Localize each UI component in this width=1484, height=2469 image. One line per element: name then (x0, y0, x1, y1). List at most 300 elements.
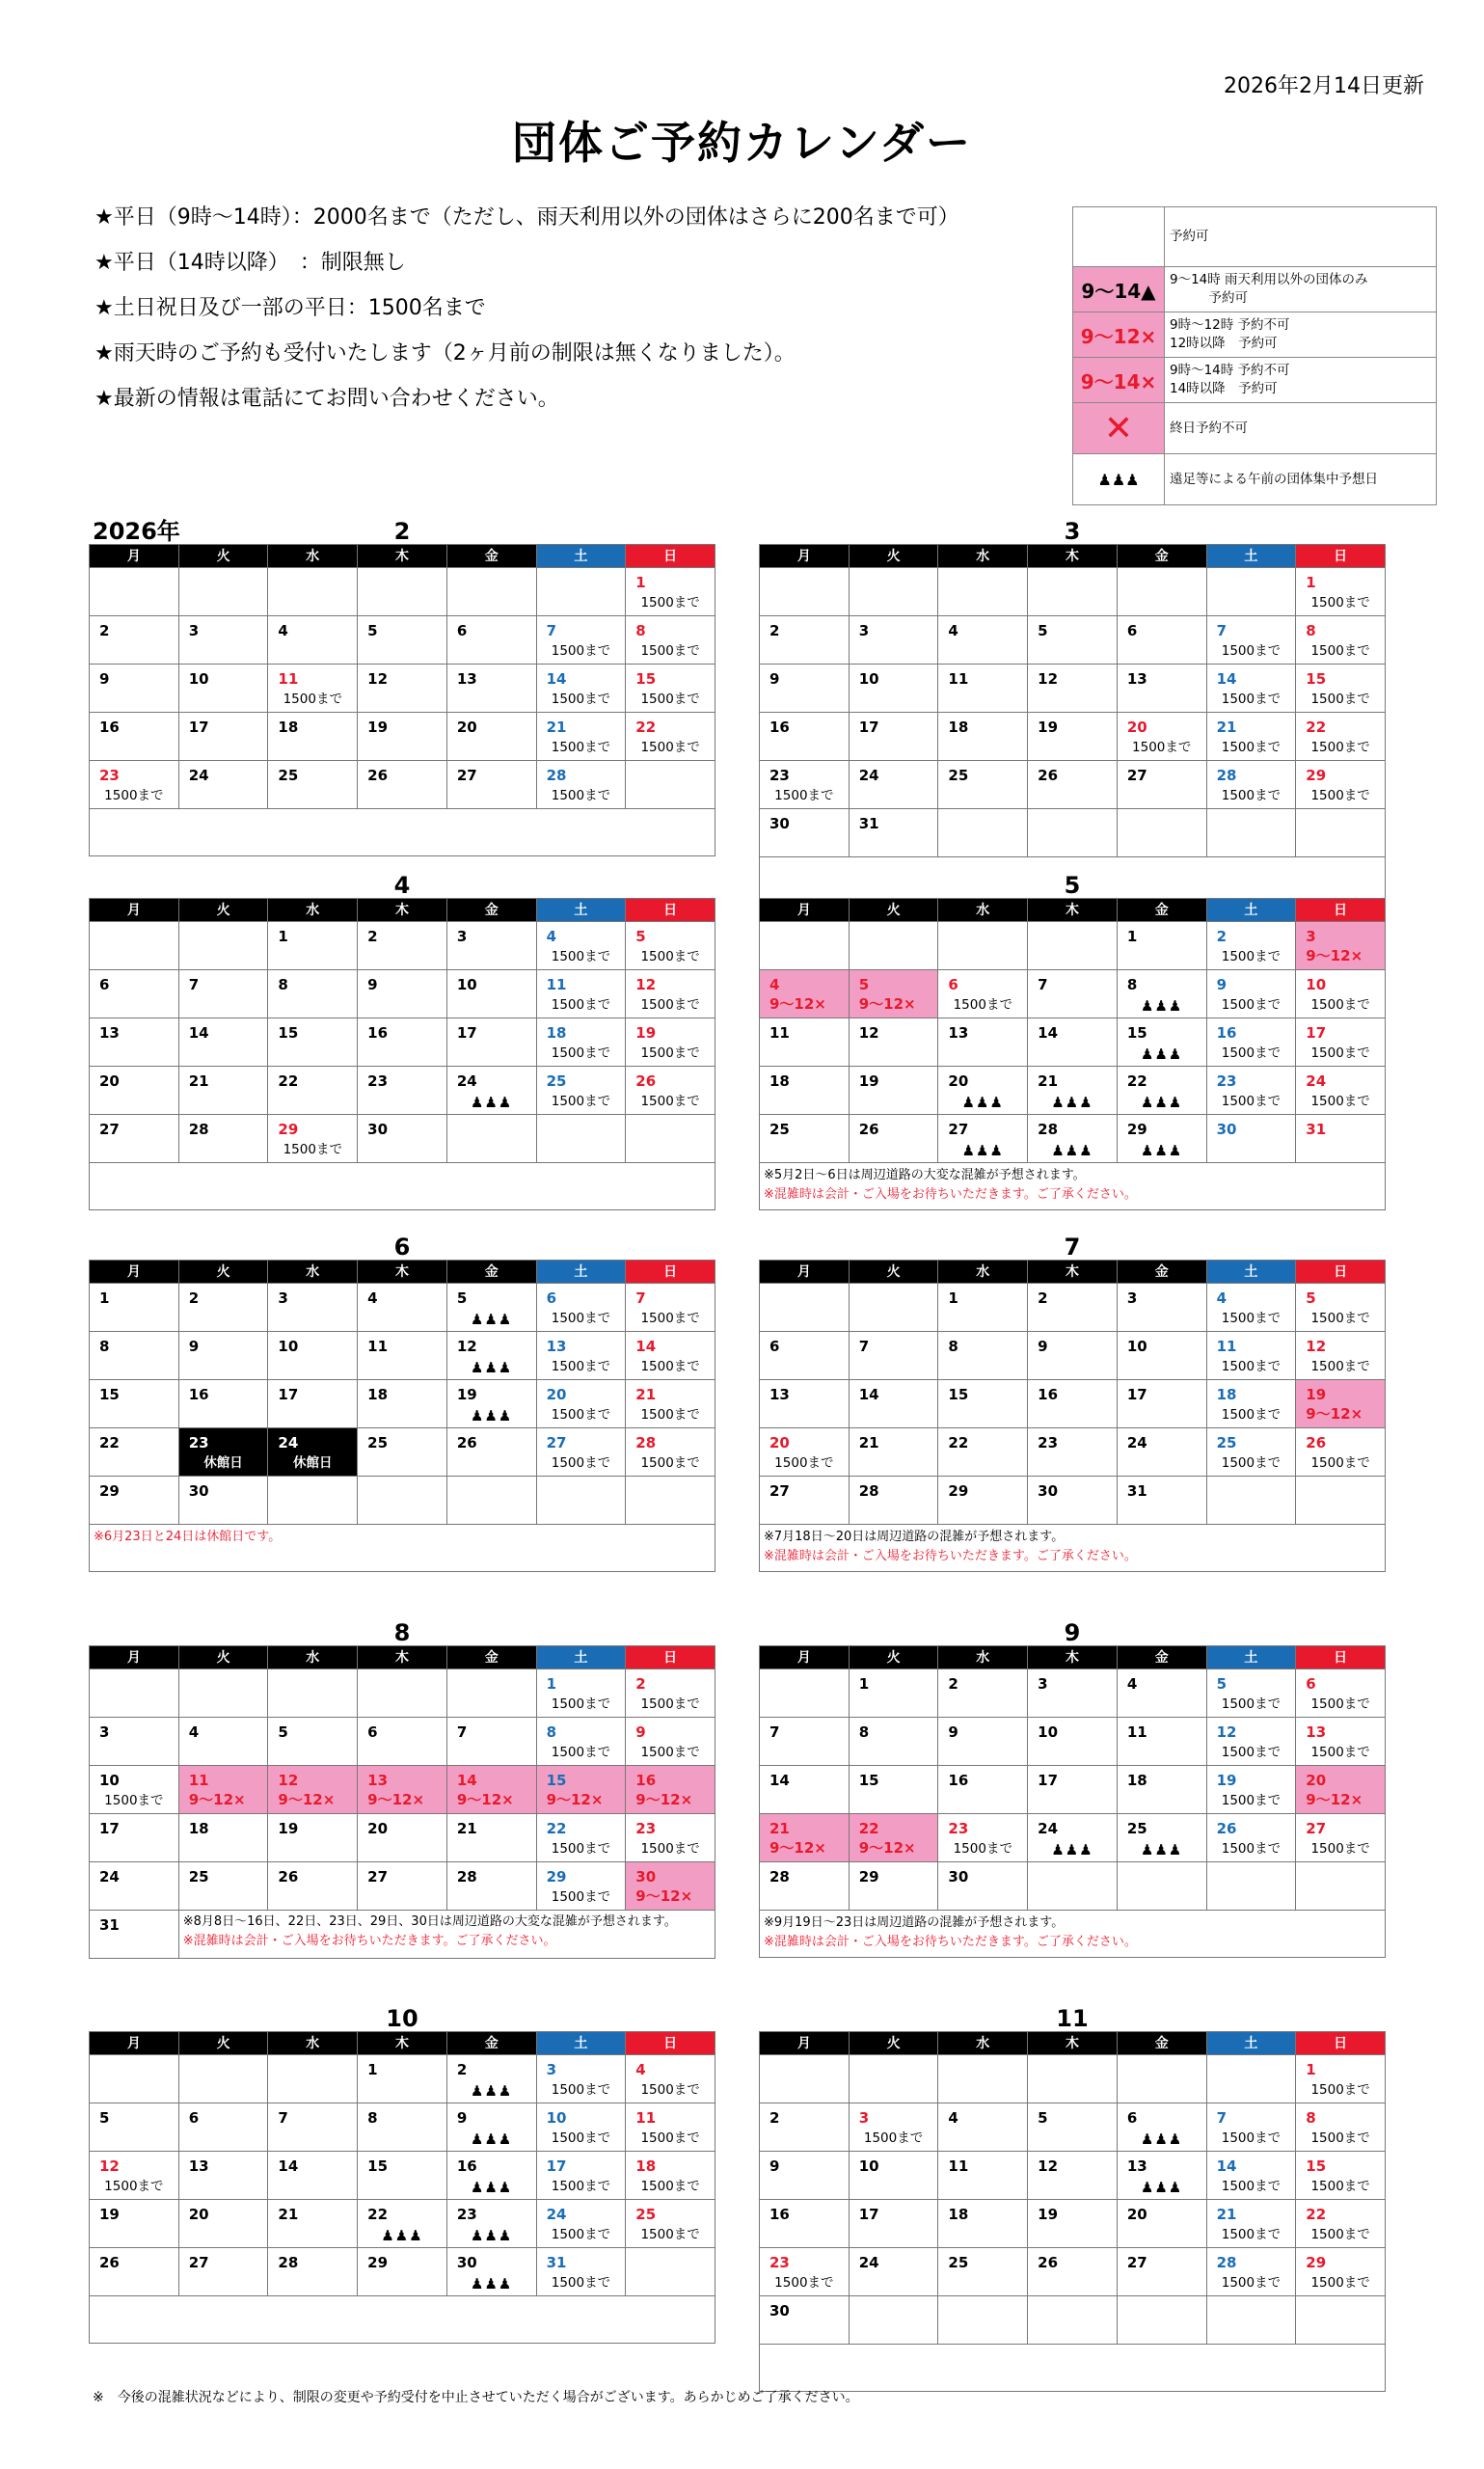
crowd-icon: ♟♟♟ (961, 1142, 1004, 1159)
crowd-icon: ♟♟♟ (471, 2130, 513, 2148)
day-cell (626, 1766, 715, 1814)
day-number: 1 (1126, 928, 1138, 945)
day-cell (850, 1862, 939, 1911)
day-cell (938, 2152, 1028, 2200)
calendar-header (759, 2006, 1386, 2031)
day-cell (447, 1766, 537, 1814)
day-number: 13 (546, 1338, 567, 1355)
day-cell (1207, 1067, 1297, 1115)
day-cell (179, 2200, 269, 2248)
weekday-header: 火 (850, 2032, 939, 2055)
day-cell (90, 1911, 179, 1959)
day-cell (358, 2055, 447, 2103)
note-line: ※6月23日と24日は休館日です。 (94, 1530, 282, 1544)
day-cell (1118, 2103, 1207, 2152)
day-cell (1296, 2055, 1386, 2103)
day-cell (626, 1477, 715, 1525)
capacity-label: 1500まで (551, 1745, 611, 1760)
day-number: 14 (546, 670, 567, 688)
day-number: 29 (278, 1121, 299, 1138)
day-number: 27 (367, 1868, 389, 1886)
day-number: 6 (1126, 622, 1138, 639)
day-cell (760, 1332, 850, 1380)
day-cell (760, 970, 850, 1018)
day-cell (358, 1718, 447, 1766)
day-number: 24 (1038, 1820, 1059, 1837)
day-number: 17 (99, 1820, 120, 1837)
day-number: 30 (188, 1482, 209, 1500)
capacity-label: 1500まで (551, 997, 611, 1013)
crowd-icon: ♟♟♟ (471, 2179, 513, 2196)
weekday-header: 金 (1118, 545, 1207, 568)
legend-row (1073, 312, 1436, 358)
capacity-label: 1500まで (640, 692, 700, 707)
day-cell (1118, 616, 1207, 665)
day-cell (938, 2055, 1028, 2103)
capacity-label: 1500まで (551, 1407, 611, 1423)
weekday-header: 日 (626, 2032, 715, 2055)
calendar-month-10 (89, 2006, 715, 2344)
day-cell (1296, 1428, 1386, 1477)
day-number: 24 (858, 2254, 879, 2271)
day-cell (447, 616, 537, 665)
calendar-grid (759, 1260, 1386, 1525)
calendar-grid (759, 1645, 1386, 1911)
day-cell (268, 2103, 358, 2152)
day-number: 16 (367, 1024, 389, 1042)
day-cell (537, 1332, 627, 1380)
capacity-label: 1500まで (551, 1455, 611, 1471)
day-cell (537, 665, 627, 713)
day-cell (179, 568, 269, 616)
row-note (179, 1911, 715, 1959)
note-line: ※混雑時は会計・ご入場をお待ちいただきます。ご了承ください。 (764, 1935, 1137, 1949)
day-cell (1296, 1380, 1386, 1428)
calendar-footnote (89, 2296, 715, 2344)
day-number: 7 (769, 1723, 780, 1741)
day-number: 19 (635, 1024, 657, 1042)
day-number: 21 (635, 1386, 657, 1403)
day-number: 18 (546, 1024, 567, 1042)
day-number: 4 (1216, 1289, 1227, 1307)
day-cell (760, 2296, 850, 2345)
day-cell (1118, 922, 1207, 970)
day-number: 4 (948, 622, 958, 639)
weekday-header: 火 (179, 1646, 269, 1669)
day-cell (268, 970, 358, 1018)
day-cell (1118, 761, 1207, 809)
day-cell (760, 1115, 850, 1163)
day-cell (90, 1018, 179, 1067)
legend-row (1073, 207, 1436, 267)
weekday-header: 木 (1028, 1646, 1118, 1669)
day-cell (1028, 1018, 1118, 1067)
day-number: 12 (367, 670, 389, 688)
day-number: 2 (948, 1675, 958, 1693)
day-cell (1207, 2103, 1297, 2152)
day-cell (358, 1018, 447, 1067)
weekday-header: 月 (90, 2032, 179, 2055)
day-cell (268, 1766, 358, 1814)
day-number: 24 (278, 1434, 299, 1452)
day-cell (626, 1718, 715, 1766)
day-cell (90, 1284, 179, 1332)
day-cell (179, 1766, 269, 1814)
capacity-label: 1500まで (1310, 1094, 1370, 1109)
day-cell (179, 2152, 269, 2200)
day-cell (358, 2248, 447, 2296)
weekday-header: 土 (1207, 1261, 1297, 1284)
day-cell (760, 2200, 850, 2248)
day-number: 20 (948, 1072, 969, 1090)
day-number: 24 (456, 1072, 477, 1090)
day-cell (938, 1718, 1028, 1766)
weekday-header: 日 (1296, 899, 1386, 922)
day-cell (268, 922, 358, 970)
day-number: 20 (99, 1072, 120, 1090)
calendar-footnote (89, 1525, 715, 1572)
day-cell (537, 922, 627, 970)
note-line: ※9月19日～23日は周辺道路の混雑が予想されます。 (764, 1915, 1065, 1930)
day-cell (626, 568, 715, 616)
weekday-header: 木 (1028, 545, 1118, 568)
day-cell (626, 1814, 715, 1862)
capacity-label: 1500まで (551, 2275, 611, 2291)
day-cell (537, 1115, 627, 1163)
day-cell (760, 2055, 850, 2103)
day-cell (760, 665, 850, 713)
day-cell (938, 970, 1028, 1018)
weekday-header: 金 (447, 899, 537, 922)
capacity-label: 1500まで (1310, 692, 1370, 707)
day-cell (760, 922, 850, 970)
day-number: 12 (858, 1024, 879, 1042)
day-number: 29 (858, 1868, 879, 1886)
capacity-label: 1500まで (1221, 1455, 1282, 1471)
day-number: 1 (635, 574, 646, 591)
day-number: 5 (1306, 1289, 1316, 1307)
day-number: 5 (278, 1723, 288, 1741)
day-cell (760, 1018, 850, 1067)
day-cell (938, 761, 1028, 809)
day-number: 18 (278, 719, 299, 736)
day-cell (850, 1067, 939, 1115)
notes (94, 204, 959, 431)
day-cell (537, 1067, 627, 1115)
calendar-grid (89, 1260, 715, 1525)
day-number: 20 (546, 1386, 567, 1403)
legend-row (1073, 267, 1436, 312)
day-number: 1 (1306, 2061, 1316, 2078)
day-cell (537, 2248, 627, 2296)
day-number: 6 (546, 1289, 556, 1307)
day-number: 27 (769, 1482, 790, 1500)
day-number: 29 (948, 1482, 969, 1500)
note-line: ※8月8日～16日、22日、23日、29日、30日は周辺道路の大変な混雑が予想されます。 (182, 1914, 677, 1929)
day-number: 16 (769, 719, 790, 736)
day-cell (1296, 568, 1386, 616)
day-cell (1028, 2152, 1118, 2200)
restriction-mark: 9～12× (367, 1791, 425, 1808)
note-line: ★雨天時のご予約も受付いたします（2ヶ月前の制限は無くなりました）。 (94, 341, 796, 366)
day-cell (1207, 1669, 1297, 1718)
day-number: 26 (1306, 1434, 1327, 1452)
weekday-header: 日 (1296, 2032, 1386, 2055)
day-number: 3 (99, 1723, 110, 1741)
day-number: 15 (99, 1386, 120, 1403)
day-cell (447, 1477, 537, 1525)
day-number: 22 (858, 1820, 879, 1837)
day-number: 10 (858, 670, 879, 688)
day-number: 6 (1306, 1675, 1316, 1693)
day-cell (179, 1428, 269, 1477)
day-number: 15 (278, 1024, 299, 1042)
day-number: 16 (769, 2206, 790, 2223)
day-number: 26 (635, 1072, 657, 1090)
day-cell (358, 2152, 447, 2200)
day-number: 10 (456, 976, 477, 993)
day-cell (179, 1718, 269, 1766)
day-cell (850, 1380, 939, 1428)
day-cell (1118, 1814, 1207, 1862)
capacity-label: 1500まで (104, 788, 164, 803)
crowd-icon: ♟♟♟ (1141, 1094, 1183, 1111)
day-number: 26 (858, 1121, 879, 1138)
capacity-label: 1500まで (104, 2179, 164, 2194)
day-cell (90, 1115, 179, 1163)
capacity-label: 1500まで (1310, 2275, 1370, 2291)
day-cell (358, 970, 447, 1018)
day-cell (938, 1428, 1028, 1477)
crowd-icon: ♟♟♟ (1141, 2179, 1183, 2196)
day-number: 1 (1306, 574, 1316, 591)
day-cell (850, 1766, 939, 1814)
day-cell (268, 1284, 358, 1332)
day-number: 8 (1306, 2109, 1316, 2127)
crowd-icon: ♟♟♟ (471, 1359, 513, 1376)
day-cell (90, 1380, 179, 1428)
day-number: 10 (278, 1338, 299, 1355)
day-cell (537, 970, 627, 1018)
day-number: 14 (635, 1338, 657, 1355)
capacity-label: 1500まで (551, 788, 611, 803)
capacity-label: 1500まで (1310, 643, 1370, 659)
weekday-header: 木 (358, 2032, 447, 2055)
day-number: 28 (188, 1121, 209, 1138)
day-number: 25 (546, 1072, 567, 1090)
day-cell (1207, 2055, 1297, 2103)
day-number: 4 (635, 2061, 646, 2078)
calendar-grid (759, 544, 1386, 857)
day-number: 29 (367, 2254, 389, 2271)
restriction-mark: 9～12× (546, 1791, 604, 1808)
day-number: 2 (1216, 928, 1227, 945)
day-cell (268, 761, 358, 809)
day-number: 14 (858, 1386, 879, 1403)
day-cell (850, 2152, 939, 2200)
weekday-header: 土 (537, 2032, 627, 2055)
capacity-label: 1500まで (640, 2082, 700, 2098)
day-cell (1118, 1477, 1207, 1525)
day-cell (938, 1814, 1028, 1862)
restriction-mark: 9～12× (858, 1839, 916, 1857)
capacity-label: 1500まで (551, 740, 611, 755)
day-cell (537, 616, 627, 665)
day-cell (1207, 1428, 1297, 1477)
day-cell (358, 616, 447, 665)
day-cell (268, 1332, 358, 1380)
day-cell (537, 2103, 627, 2152)
day-cell (626, 2103, 715, 2152)
day-cell (850, 1018, 939, 1067)
weekday-header: 木 (358, 1646, 447, 1669)
day-cell (938, 1669, 1028, 1718)
day-cell (760, 761, 850, 809)
day-number: 18 (769, 1072, 790, 1090)
day-cell (1207, 922, 1297, 970)
note-line: ※5月2日～6日は周辺道路の大変な混雑が予想されます。 (764, 1168, 1086, 1182)
day-cell (358, 2103, 447, 2152)
weekday-header: 土 (537, 545, 627, 568)
capacity-label: 1500まで (1310, 740, 1370, 755)
day-cell (447, 2103, 537, 2152)
closed-label: 休館日 (293, 1455, 333, 1471)
day-number: 18 (948, 719, 969, 736)
day-number: 27 (948, 1121, 969, 1138)
day-cell (90, 2248, 179, 2296)
capacity-label: 1500まで (1221, 1841, 1282, 1857)
weekday-header: 火 (850, 1261, 939, 1284)
capacity-label: 1500まで (551, 2179, 611, 2194)
day-cell (938, 2103, 1028, 2152)
day-number: 15 (1306, 670, 1327, 688)
day-cell (268, 1862, 358, 1911)
day-number: 17 (1306, 1024, 1327, 1042)
day-cell (1118, 665, 1207, 713)
calendar-header (759, 1620, 1386, 1645)
day-number: 18 (367, 1386, 389, 1403)
day-number: 29 (1306, 2254, 1327, 2271)
day-cell (537, 1428, 627, 1477)
restriction-mark: 9～12× (769, 1839, 826, 1857)
day-number: 9 (769, 670, 780, 688)
day-cell (760, 568, 850, 616)
capacity-label: 1500まで (640, 1455, 700, 1471)
capacity-label: 1500まで (1221, 2275, 1282, 2291)
day-number: 25 (278, 767, 299, 784)
day-number: 6 (456, 622, 468, 639)
day-cell (1028, 1814, 1118, 1862)
day-cell (626, 2055, 715, 2103)
day-number: 4 (278, 622, 288, 639)
day-number: 5 (1216, 1675, 1227, 1693)
day-cell (90, 761, 179, 809)
day-cell (179, 1862, 269, 1911)
day-cell (268, 1115, 358, 1163)
weekday-header: 火 (850, 899, 939, 922)
day-cell (358, 1428, 447, 1477)
capacity-label: 1500まで (551, 1889, 611, 1905)
day-cell (358, 1766, 447, 1814)
weekday-header: 水 (938, 899, 1028, 922)
weekday-header: 月 (760, 545, 850, 568)
day-cell (1028, 1669, 1118, 1718)
day-cell (179, 2103, 269, 2152)
crowd-icon: ♟♟♟ (1141, 1841, 1183, 1859)
day-cell (1118, 970, 1207, 1018)
day-cell (268, 1018, 358, 1067)
day-number: 31 (546, 2254, 567, 2271)
day-cell (626, 1067, 715, 1115)
capacity-label: 1500まで (1221, 2227, 1282, 2242)
day-cell (1296, 922, 1386, 970)
day-cell (1118, 2055, 1207, 2103)
legend-symbol: 9～14× (1073, 358, 1165, 402)
day-cell (537, 568, 627, 616)
legend-text: 9時～14時 予約不可 14時以降 予約可 (1170, 363, 1290, 396)
day-number: 28 (1216, 767, 1237, 784)
day-number: 13 (1126, 670, 1147, 688)
day-cell (760, 1669, 850, 1718)
closed-label: 休館日 (203, 1455, 243, 1471)
day-cell (447, 1115, 537, 1163)
day-number: 4 (188, 1723, 200, 1741)
day-number: 8 (367, 2109, 378, 2127)
day-number: 8 (1126, 976, 1138, 993)
day-cell (760, 1862, 850, 1911)
day-number: 16 (1038, 1386, 1059, 1403)
day-number: 22 (546, 1820, 567, 1837)
weekday-header: 金 (447, 545, 537, 568)
day-number: 12 (99, 2157, 120, 2175)
day-number: 3 (858, 2109, 870, 2127)
day-cell (1118, 1332, 1207, 1380)
restriction-mark: 9～12× (635, 1887, 693, 1905)
day-number: 27 (99, 1121, 120, 1138)
weekday-header: 月 (90, 899, 179, 922)
capacity-label: 1500まで (1310, 788, 1370, 803)
day-cell (938, 922, 1028, 970)
weekday-header: 日 (1296, 1261, 1386, 1284)
day-cell (358, 665, 447, 713)
day-number: 31 (99, 1916, 120, 1934)
day-number: 1 (367, 2061, 378, 2078)
day-number: 27 (456, 767, 477, 784)
day-cell (850, 761, 939, 809)
day-cell (358, 761, 447, 809)
day-number: 28 (1216, 2254, 1237, 2271)
weekday-header: 金 (447, 1646, 537, 1669)
day-cell (938, 1380, 1028, 1428)
day-number: 9 (99, 670, 110, 688)
day-cell (268, 2152, 358, 2200)
day-cell (90, 922, 179, 970)
day-cell (1028, 1428, 1118, 1477)
day-number: 23 (99, 767, 120, 784)
capacity-label: 1500まで (863, 2130, 924, 2146)
day-number: 1 (948, 1289, 958, 1307)
day-cell (850, 970, 939, 1018)
day-number: 30 (769, 815, 790, 832)
capacity-label: 1500まで (551, 2082, 611, 2098)
day-cell (90, 1814, 179, 1862)
weekday-header: 水 (268, 2032, 358, 2055)
day-number: 14 (769, 1772, 790, 1789)
day-cell (1296, 809, 1386, 857)
weekday-header: 金 (1118, 1646, 1207, 1669)
capacity-label: 1500まで (1221, 997, 1282, 1013)
day-number: 10 (1126, 1338, 1147, 1355)
